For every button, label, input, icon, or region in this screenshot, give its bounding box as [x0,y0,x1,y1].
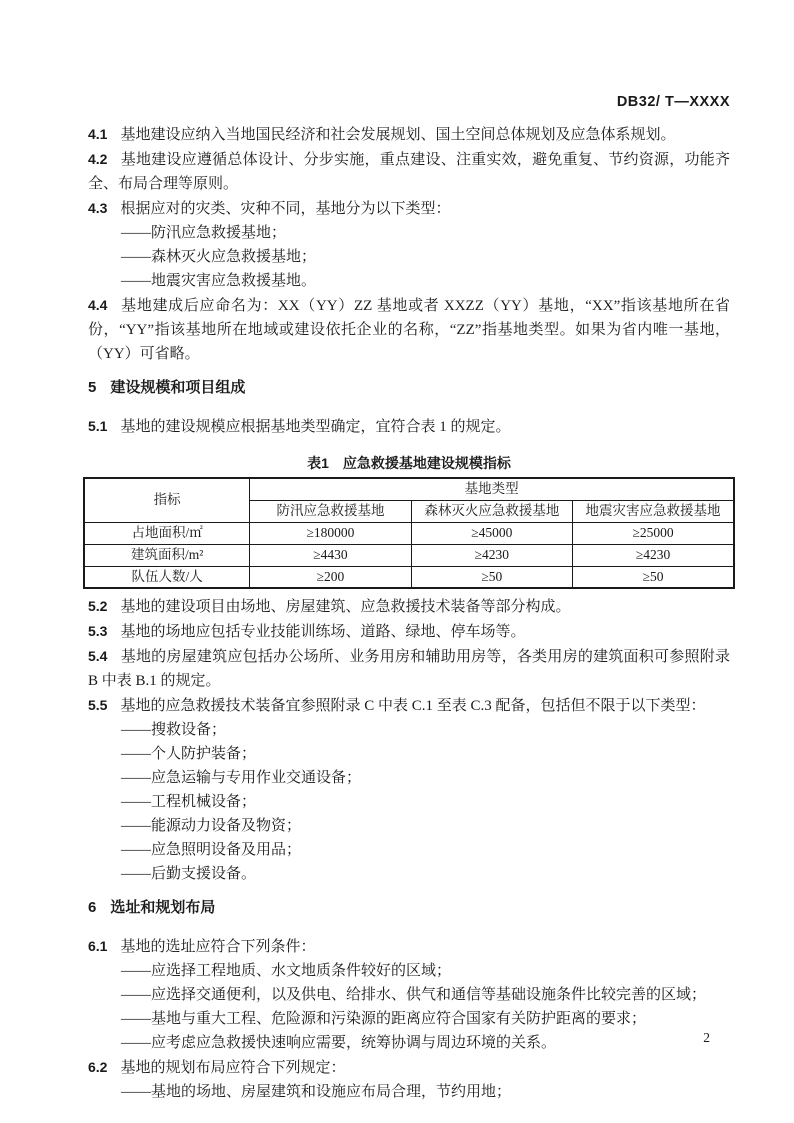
list-item-siting: ——应选择工程地质、水文地质条件较好的区域； [121,963,452,979]
clause-4-4 [88,293,730,366]
section-title: 建设规模和项目组成 [110,379,246,396]
table-1-scale-indicators [83,477,735,589]
document-body [88,122,730,1104]
type-header-cell: 防汛应急救援基地 [250,500,411,522]
clause-number: 4.3 [88,200,108,216]
list-item-base-type: ——地震灾害应急救援基地。 [121,273,317,289]
section-number: 6 [88,899,97,916]
clause-number: 5.3 [88,623,108,639]
clause-5-4 [88,644,730,693]
clause-5-5 [88,693,730,718]
clause-number: 5.4 [88,648,108,664]
list-item-siting: ——基地与重大工程、危险源和污染源的距离应符合国家有关防护距离的要求； [121,1011,647,1027]
clause-text: 基地建设应纳入当地国民经济和社会发展规划、国土空间总体规划及应急体系规划。 [120,127,676,143]
list-item-equipment: ——工程机械设备； [121,794,257,810]
clause-text: 基地建设应遵循总体设计、分步实施，重点建设、注重实效，避免重复、节约资源，功能齐全、布局合理等原则。 [88,152,730,192]
row-label-cell: 建筑面积/m² [84,544,250,566]
value-cell: ≥45000 [411,522,572,544]
value-cell: ≥200 [250,566,411,588]
clause-text: 基地的房屋建筑应包括办公场所、业务用房和辅助用房等，各类用房的建筑面积可参照附录 B 中表 B.1 的规定。 [88,649,730,689]
value-cell: ≥4430 [250,544,411,566]
clause-number: 5.2 [88,598,108,614]
clause-text: 基地的规划布局应符合下列规定： [120,1060,346,1076]
list-item-equipment: ——应急照明设备及用品； [121,842,302,858]
section-title: 选址和规划布局 [110,899,216,916]
table-row [84,544,734,566]
list-item-base-type: ——森林灭火应急救援基地； [121,249,317,265]
clause-number: 4.4 [88,297,108,313]
list-item-equipment: ——能源动力设备及物资； [121,818,302,834]
list-item-equipment: ——个人防护装备； [121,746,257,762]
value-cell: ≥50 [411,566,572,588]
clause-number: 6.1 [88,938,108,954]
table-row [84,566,734,588]
clause-text: 基地的场地应包括专业技能训练场、道路、绿地、停车场等。 [120,624,526,640]
type-header-cell: 森林灭火应急救援基地 [411,500,572,522]
value-cell: ≥180000 [250,522,411,544]
value-cell: ≥4230 [573,544,734,566]
type-header-cell: 地震灾害应急救援基地 [573,500,734,522]
table-header-row-group [84,478,734,500]
list-item-equipment: ——应急运输与专用作业交通设备； [121,770,362,786]
value-cell: ≥50 [573,566,734,588]
clause-number: 5.5 [88,697,108,713]
clause-text: 基地的建设规模应根据基地类型确定，宜符合表 1 的规定。 [120,419,511,435]
row-label-cell: 占地面积/㎡ [84,522,250,544]
clause-5-2 [88,594,730,619]
clause-4-3 [88,196,730,221]
section-5-heading [88,376,730,400]
clause-text: 根据应对的灾类、灾种不同，基地分为以下类型： [120,201,451,217]
clause-4-1 [88,122,730,147]
list-item-base-type: ——防汛应急救援基地； [121,225,287,241]
clause-number: 5.1 [88,418,108,434]
clause-6-1 [88,934,730,959]
clause-5-3 [88,619,730,644]
value-cell: ≥4230 [411,544,572,566]
clause-text: 基地的建设项目由场地、房屋建筑、应急救援技术装备等部分构成。 [120,599,571,615]
list-item-siting: ——应选择交通便利，以及供电、给排水、供气和通信等基础设施条件比较完善的区域； [121,987,707,1003]
clause-text: 基地的选址应符合下列条件： [120,939,316,955]
clause-text: 基地的应急救援技术装备宜参照附录 C 中表 C.1 至表 C.3 配备，包括但不限于以下类型： [120,698,706,714]
section-number: 5 [88,379,97,396]
table-row [84,522,734,544]
clause-5-1 [88,414,730,439]
doc-code-header: DB32/ T—XXXX [616,94,730,110]
list-item-layout: ——基地的场地、房屋建筑和设施应布局合理，节约用地； [121,1084,512,1100]
row-label-cell: 队伍人数/人 [84,566,250,588]
indicator-header-cell: 指标 [84,478,250,522]
clause-number: 4.2 [88,151,108,167]
list-item-siting: ——应考虑应急救援快速响应需要，统筹协调与周边环境的关系。 [121,1035,557,1051]
table-1-caption: 表1 应急救援基地建设规模指标 [307,455,511,471]
clause-6-2 [88,1055,730,1080]
clause-4-2 [88,147,730,196]
value-cell: ≥25000 [573,522,734,544]
list-item-equipment: ——搜救设备； [121,722,227,738]
base-type-group-header-cell: 基地类型 [250,478,734,500]
clause-number: 6.2 [88,1059,108,1075]
list-item-equipment: ——后勤支援设备。 [121,866,257,882]
clause-text: 基地建成后应命名为：XX（YY）ZZ 基地或者 XXZZ（YY）基地，“XX”指该基地所在省份，“YY”指该基地所在地域或建设依托企业的名称，“ZZ”指基地类型。如果为省内唯一基地，（YY）可省略。 [88,298,730,362]
clause-number: 4.1 [88,126,108,142]
page-number: 2 [703,1030,710,1045]
section-6-heading [88,896,730,920]
